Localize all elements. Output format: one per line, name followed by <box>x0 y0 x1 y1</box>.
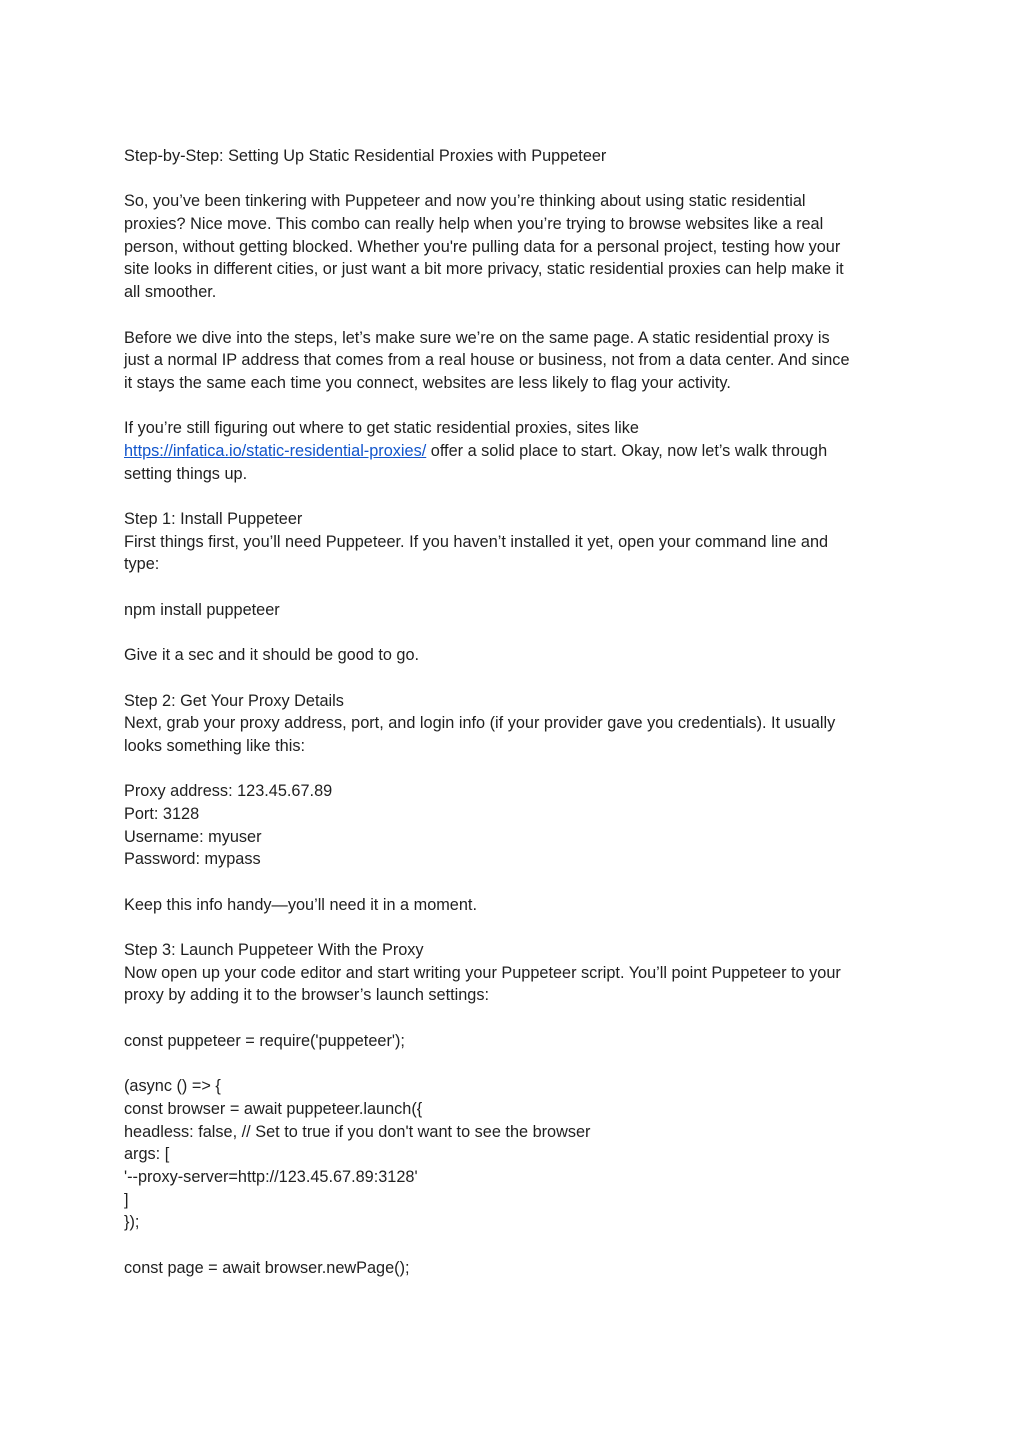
text-line: person, without getting blocked. Whether you're pulling data for a personal project, testing how your <box>124 237 841 256</box>
proxy-username: Username: myuser <box>124 827 262 846</box>
code-line: '--proxy-server=http://123.45.67.89:3128' <box>124 1167 418 1186</box>
code-block <box>124 1075 899 1234</box>
spacer <box>124 667 899 690</box>
text-line: Before we dive into the steps, let’s make sure we’re on the same page. A static residential proxy is <box>124 328 830 347</box>
definition-paragraph <box>124 327 899 395</box>
proxy-address: Proxy address: 123.45.67.89 <box>124 782 333 801</box>
spacer <box>124 485 899 508</box>
step2-heading: Step 2: Get Your Proxy Details <box>124 691 344 710</box>
text-line: all smoother. <box>124 283 217 302</box>
spacer <box>124 304 899 327</box>
step2-section <box>124 690 899 917</box>
text-line: it stays the same each time you connect, websites are less likely to flag your activity. <box>124 373 731 392</box>
text-line: looks something like this: <box>124 736 305 755</box>
proxy-port: Port: 3128 <box>124 804 200 823</box>
spacer <box>124 621 899 644</box>
code-line: ] <box>124 1190 129 1209</box>
proxy-password: Password: mypass <box>124 850 261 869</box>
code-line: }); <box>124 1213 140 1232</box>
spacer <box>124 1007 899 1030</box>
text-line: So, you’ve been tinkering with Puppeteer and now you’re thinking about using static residential <box>124 192 806 211</box>
text-line: setting things up. <box>124 464 248 483</box>
text-line: Next, grab your proxy address, port, and login info (if your provider gave you credentials). It usually <box>124 714 836 733</box>
code-line: (async () => { <box>124 1077 221 1096</box>
text-line: If you’re still figuring out where to get static residential proxies, sites like <box>124 419 639 438</box>
document-page <box>124 145 899 1279</box>
code-line: const page = await browser.newPage(); <box>124 1258 410 1277</box>
text-line: Now open up your code editor and start writing your Puppeteer script. You’ll point Puppeteer to your <box>124 963 841 982</box>
install-command: npm install puppeteer <box>124 600 280 619</box>
source-paragraph <box>124 417 899 485</box>
spacer <box>124 1053 899 1076</box>
step1-section <box>124 508 899 667</box>
text-line: Keep this info handy—you’ll need it in a moment. <box>124 895 477 914</box>
infatica-link[interactable]: https://infatica.io/static-residential-proxies/ <box>124 441 427 460</box>
step1-heading: Step 1: Install Puppeteer <box>124 510 303 528</box>
text-line: Give it a sec and it should be good to go. <box>124 646 420 665</box>
code-line: const puppeteer = require('puppeteer'); <box>124 1031 405 1050</box>
spacer <box>124 758 899 781</box>
code-line: args: [ <box>124 1145 170 1164</box>
text-line: just a normal IP address that comes from a real house or business, not from a data center. And since <box>124 351 850 370</box>
text-line: type: <box>124 555 160 574</box>
spacer <box>124 576 899 599</box>
text-line: First things first, you’ll need Puppeteer. If you haven’t installed it yet, open your command line and <box>124 532 829 551</box>
spacer <box>124 916 899 939</box>
step3-section <box>124 939 899 1279</box>
text-line <box>124 440 899 463</box>
text-line: proxies? Nice move. This combo can really help when you’re trying to browse websites like a real <box>124 215 824 234</box>
text-fragment: offer a solid place to start. Okay, now let’s walk through <box>426 441 828 460</box>
spacer <box>124 1234 899 1257</box>
text-line: proxy by adding it to the browser’s launch settings: <box>124 986 490 1005</box>
spacer <box>124 168 899 191</box>
code-line: headless: false, // Set to true if you don't want to see the browser <box>124 1122 591 1141</box>
spacer <box>124 871 899 894</box>
spacer <box>124 395 899 418</box>
document-title: Step-by-Step: Setting Up Static Residential Proxies with Puppeteer <box>124 147 607 165</box>
intro-paragraph <box>124 190 899 303</box>
step3-heading: Step 3: Launch Puppeteer With the Proxy <box>124 941 424 960</box>
text-line: site looks in different cities, or just want a bit more privacy, static residential proxies can help make it <box>124 260 844 279</box>
code-line: const browser = await puppeteer.launch({ <box>124 1099 423 1118</box>
